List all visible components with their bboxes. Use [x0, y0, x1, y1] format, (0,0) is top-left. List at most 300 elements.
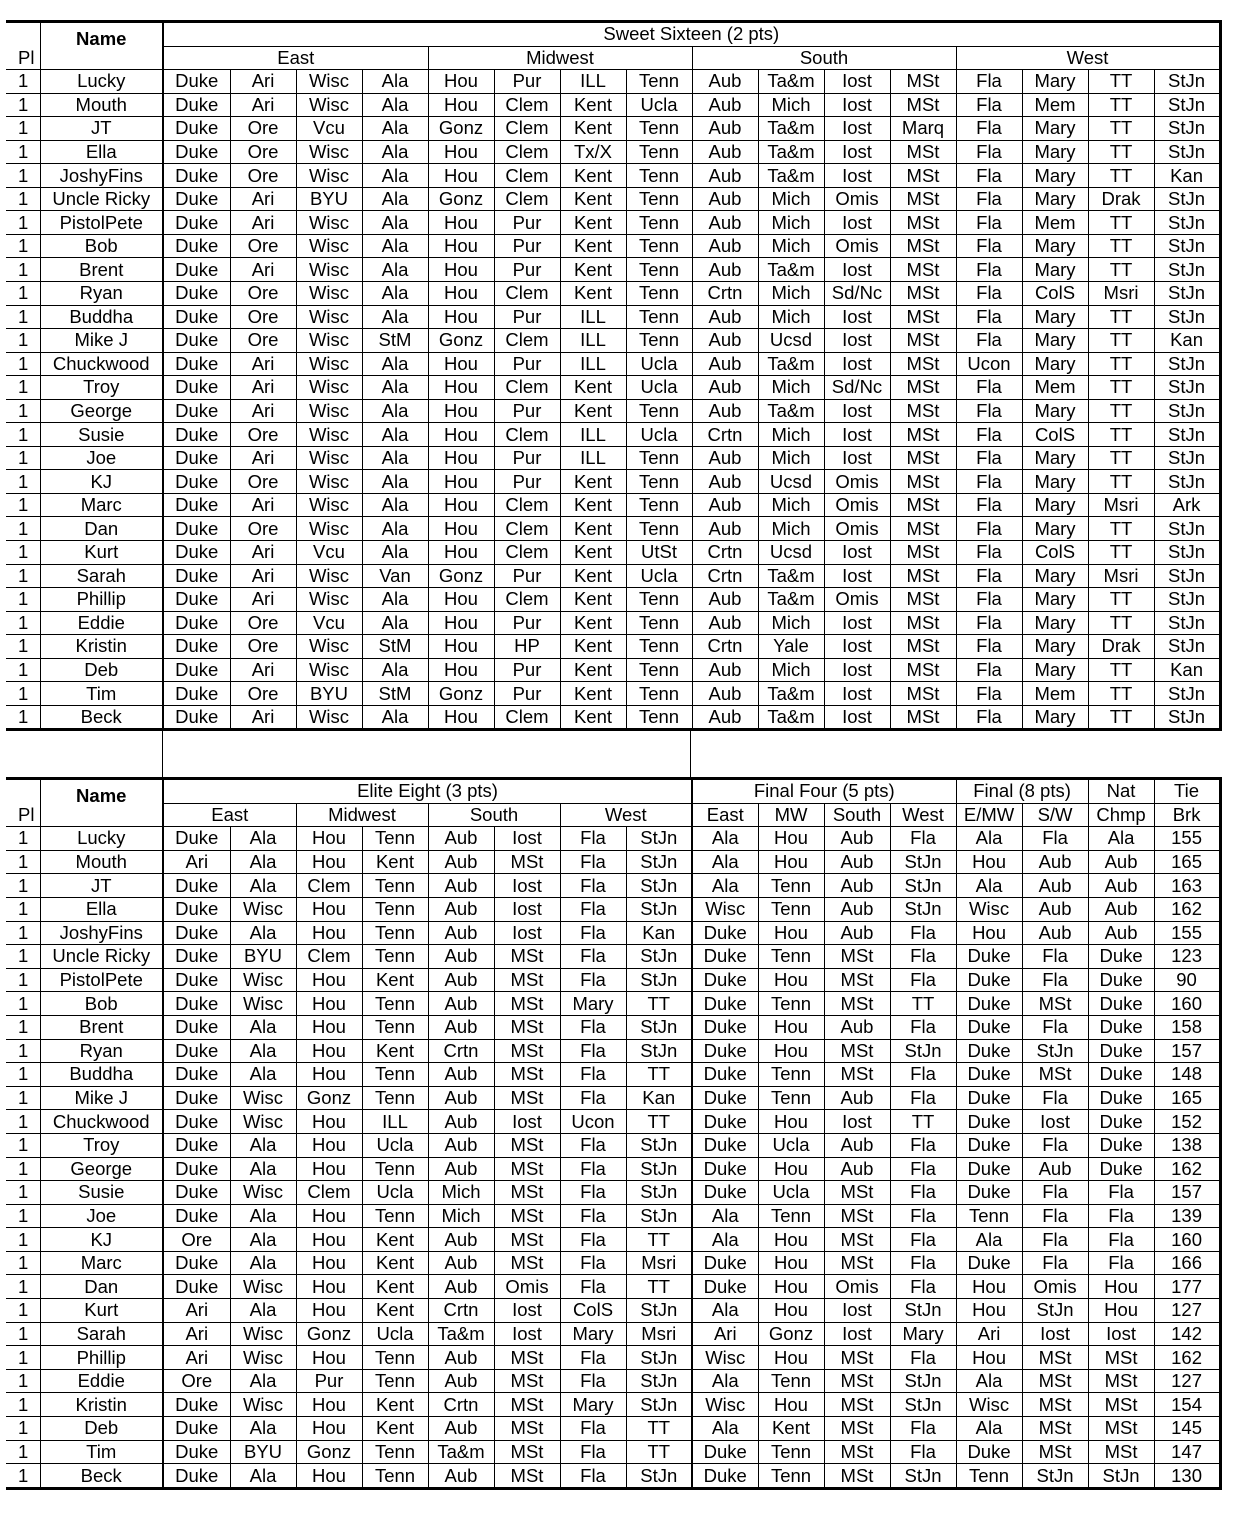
pick-cell: Duke	[163, 164, 230, 188]
pick-cell: Gonz	[428, 117, 494, 141]
pick-cell: HP	[494, 635, 560, 659]
pick-cell: TT	[1088, 376, 1154, 400]
pick-cell: Duke	[163, 211, 230, 235]
place-cell: 1	[6, 352, 40, 376]
pick-cell: Hou	[758, 1015, 824, 1039]
pick-cell: Mary	[1022, 446, 1088, 470]
pick-cell: Kent	[560, 258, 626, 282]
pick-cell: Hou	[296, 1417, 362, 1441]
pick-cell: Aub	[824, 827, 890, 851]
pick-cell: Wisc	[692, 1393, 758, 1417]
pick-cell: TT	[1088, 352, 1154, 376]
pick-cell: Kent	[560, 493, 626, 517]
pick-cell: StJn	[1088, 1464, 1154, 1489]
table-row	[6, 1204, 1220, 1228]
pick-cell: Duke	[163, 874, 230, 898]
pick-cell: Ta&m	[758, 117, 824, 141]
pick-cell: Ala	[362, 211, 428, 235]
pick-cell: Mich	[758, 305, 824, 329]
pick-cell: Kan	[626, 1086, 692, 1110]
pick-cell: StJn	[1154, 70, 1220, 94]
pick-cell: Ucsd	[758, 329, 824, 353]
pick-cell: StJn	[626, 1346, 692, 1370]
pick-cell: MSt	[890, 470, 956, 494]
pick-cell: ILL	[560, 423, 626, 447]
pick-cell: Iost	[824, 564, 890, 588]
pick-cell: ColS	[1022, 541, 1088, 565]
pick-cell: Fla	[560, 1181, 626, 1205]
pick-cell: MSt	[824, 1417, 890, 1441]
pick-cell: Aub	[692, 352, 758, 376]
pick-cell: Mary	[1022, 564, 1088, 588]
pick-cell: Wisc	[296, 282, 362, 306]
place-cell: 1	[6, 1086, 40, 1110]
pick-cell: StJn	[890, 897, 956, 921]
pick-cell: Pur	[494, 70, 560, 94]
pick-cell: MSt	[890, 258, 956, 282]
pick-cell: Kent	[560, 635, 626, 659]
pick-cell: Hou	[296, 897, 362, 921]
player-name-cell: Tim	[40, 1440, 163, 1464]
place-cell: 1	[6, 921, 40, 945]
pick-cell: Kent	[758, 1417, 824, 1441]
pick-cell: MSt	[890, 70, 956, 94]
pick-cell: Tenn	[626, 187, 692, 211]
pick-cell: Mich	[758, 517, 824, 541]
pick-cell: Aub	[1022, 1157, 1088, 1181]
place-cell: 1	[6, 705, 40, 730]
pick-cell: StJn	[1154, 140, 1220, 164]
pick-cell: Aub	[824, 874, 890, 898]
pick-cell: Aub	[692, 705, 758, 730]
player-name-cell: KJ	[40, 470, 163, 494]
table-row	[6, 658, 1220, 682]
pick-cell: Fla	[1022, 968, 1088, 992]
pick-cell: Hou	[296, 992, 362, 1016]
pick-cell: TT	[1088, 70, 1154, 94]
pick-cell: ILL	[362, 1110, 428, 1134]
pick-cell: Kent	[560, 682, 626, 706]
pick-cell: Hou	[758, 921, 824, 945]
pick-cell: Kent	[560, 541, 626, 565]
pick-cell: MSt	[494, 1039, 560, 1063]
pick-cell: Ari	[230, 493, 296, 517]
pick-cell: Tenn	[626, 164, 692, 188]
pick-cell: Aub	[428, 1063, 494, 1087]
pick-cell: Clem	[296, 945, 362, 969]
pick-cell: Ucon	[560, 1110, 626, 1134]
pick-cell: MSt	[494, 1157, 560, 1181]
pick-cell: Kent	[560, 399, 626, 423]
player-name-cell: Ryan	[40, 282, 163, 306]
pick-cell: Tenn	[758, 1440, 824, 1464]
pick-cell: Ala	[956, 1369, 1022, 1393]
pick-cell: MSt	[1022, 1393, 1088, 1417]
elite-west-header: West	[560, 803, 692, 827]
pick-cell: Fla	[560, 945, 626, 969]
place-cell: 1	[6, 682, 40, 706]
player-name-cell: Phillip	[40, 588, 163, 612]
pick-cell: Omis	[824, 234, 890, 258]
pick-cell: Wisc	[296, 517, 362, 541]
pick-cell: StJn	[1154, 117, 1220, 141]
pick-cell: Ala	[362, 352, 428, 376]
pick-cell: Wisc	[296, 258, 362, 282]
pick-cell: Hou	[428, 446, 494, 470]
pick-cell: Duke	[692, 1110, 758, 1134]
pick-cell: Mich	[428, 1204, 494, 1228]
table-row	[6, 705, 1220, 730]
pick-cell: MSt	[494, 1464, 560, 1489]
player-name-cell: Troy	[40, 1133, 163, 1157]
pick-cell: Duke	[163, 1015, 230, 1039]
pick-cell: Mich	[758, 282, 824, 306]
table-row	[6, 897, 1220, 921]
pick-cell: 165	[1154, 850, 1220, 874]
pick-cell: ILL	[560, 305, 626, 329]
pick-cell: Ucsd	[758, 470, 824, 494]
pick-cell: Hou	[296, 968, 362, 992]
pick-cell: MSt	[890, 399, 956, 423]
pl-header: Pl	[6, 46, 40, 70]
table-row	[6, 376, 1220, 400]
pick-cell: Aub	[1022, 874, 1088, 898]
pick-cell: Fla	[560, 1346, 626, 1370]
pick-cell: Duke	[1088, 1110, 1154, 1134]
pick-cell: Wisc	[296, 234, 362, 258]
pick-cell: Aub	[428, 1369, 494, 1393]
pick-cell: 123	[1154, 945, 1220, 969]
pick-cell: Hou	[956, 850, 1022, 874]
pick-cell: Duke	[1088, 992, 1154, 1016]
pick-cell: Aub	[1088, 897, 1154, 921]
pick-cell: Tenn	[626, 329, 692, 353]
pick-cell: Kan	[1154, 164, 1220, 188]
final-four-title: Final Four (5 pts)	[692, 779, 956, 804]
pick-cell: Crtn	[428, 1393, 494, 1417]
pick-cell: Aub	[692, 517, 758, 541]
pick-cell: Ala	[362, 117, 428, 141]
pick-cell: Mich	[758, 446, 824, 470]
pick-cell: Gonz	[428, 329, 494, 353]
pick-cell: StJn	[890, 1393, 956, 1417]
pick-cell: Ari	[163, 1299, 230, 1323]
pick-cell: Hou	[428, 541, 494, 565]
pick-cell: Clem	[494, 517, 560, 541]
pick-cell: Mary	[890, 1322, 956, 1346]
pick-cell: Duke	[163, 705, 230, 730]
pick-cell: StM	[362, 329, 428, 353]
pick-cell: StJn	[1154, 305, 1220, 329]
nat-champ-header-top: Nat	[1088, 779, 1154, 804]
pick-cell: StJn	[626, 1299, 692, 1323]
player-name-cell: Ella	[40, 897, 163, 921]
pick-cell: Kent	[560, 658, 626, 682]
pick-cell: Ucon	[956, 352, 1022, 376]
pick-cell: MSt	[1088, 1346, 1154, 1370]
pick-cell: MSt	[824, 1063, 890, 1087]
pick-cell: Ucla	[362, 1133, 428, 1157]
pick-cell: Ta&m	[758, 140, 824, 164]
pick-cell: TT	[1088, 164, 1154, 188]
pick-cell: Duke	[163, 635, 230, 659]
pick-cell: Duke	[692, 1039, 758, 1063]
pick-cell: Ala	[362, 93, 428, 117]
pick-cell: Iost	[824, 705, 890, 730]
pick-cell: Fla	[560, 1157, 626, 1181]
player-name-cell: JT	[40, 117, 163, 141]
pick-cell: TT	[1088, 446, 1154, 470]
place-cell: 1	[6, 588, 40, 612]
pick-cell: Tenn	[362, 1086, 428, 1110]
pick-cell: Duke	[956, 1133, 1022, 1157]
pick-cell: Hou	[296, 1251, 362, 1275]
place-cell: 1	[6, 517, 40, 541]
pick-cell: Fla	[956, 541, 1022, 565]
pick-cell: Ore	[163, 1369, 230, 1393]
pick-cell: MSt	[494, 1204, 560, 1228]
pick-cell: Fla	[1088, 1251, 1154, 1275]
pick-cell: Iost	[494, 827, 560, 851]
pick-cell: Omis	[824, 493, 890, 517]
pick-cell: 130	[1154, 1464, 1220, 1489]
pick-cell: StJn	[626, 897, 692, 921]
pick-cell: Omis	[824, 588, 890, 612]
pick-cell: Fla	[956, 376, 1022, 400]
player-name-cell: Tim	[40, 682, 163, 706]
pick-cell: Ore	[230, 635, 296, 659]
pick-cell: Wisc	[692, 897, 758, 921]
table-row	[6, 187, 1220, 211]
pick-cell: ColS	[1022, 282, 1088, 306]
pick-cell: Gonz	[296, 1086, 362, 1110]
place-cell: 1	[6, 1299, 40, 1323]
pick-cell: MSt	[494, 850, 560, 874]
pick-cell: StJn	[626, 1393, 692, 1417]
name-header-2: Name	[40, 779, 163, 827]
pick-cell: 162	[1154, 1346, 1220, 1370]
player-name-cell: Deb	[40, 1417, 163, 1441]
player-name-cell: Kristin	[40, 635, 163, 659]
pick-cell: MSt	[1022, 1346, 1088, 1370]
pick-cell: Aub	[824, 1086, 890, 1110]
region-south-header: South	[692, 46, 956, 70]
pick-cell: TT	[1088, 541, 1154, 565]
pick-cell: Hou	[758, 850, 824, 874]
pick-cell: Wisc	[296, 164, 362, 188]
pick-cell: Fla	[956, 117, 1022, 141]
pick-cell: Fla	[560, 1015, 626, 1039]
pick-cell: StJn	[626, 827, 692, 851]
pick-cell: TT	[1088, 329, 1154, 353]
pick-cell: Pur	[494, 658, 560, 682]
pick-cell: Hou	[296, 1464, 362, 1489]
place-cell: 1	[6, 399, 40, 423]
pick-cell: Duke	[692, 1086, 758, 1110]
pick-cell: Wisc	[230, 1275, 296, 1299]
pick-cell: Hou	[428, 234, 494, 258]
pick-cell: Mary	[1022, 470, 1088, 494]
pick-cell: Ore	[230, 611, 296, 635]
pick-cell: TT	[626, 1275, 692, 1299]
place-cell: 1	[6, 611, 40, 635]
pick-cell: Ari	[692, 1322, 758, 1346]
pick-cell: Yale	[758, 635, 824, 659]
player-name-cell: Buddha	[40, 305, 163, 329]
place-cell: 1	[6, 329, 40, 353]
pick-cell: MSt	[494, 1228, 560, 1252]
pick-cell: Duke	[163, 117, 230, 141]
pick-cell: Hou	[428, 93, 494, 117]
pick-cell: MSt	[494, 1393, 560, 1417]
place-cell: 1	[6, 1063, 40, 1087]
pick-cell: MSt	[890, 329, 956, 353]
table-row	[6, 874, 1220, 898]
pick-cell: StJn	[1154, 399, 1220, 423]
pick-cell: TT	[626, 1063, 692, 1087]
pick-cell: MSt	[890, 282, 956, 306]
player-name-cell: Ella	[40, 140, 163, 164]
pick-cell: Ta&m	[758, 682, 824, 706]
elite-south-header: South	[428, 803, 560, 827]
pick-cell: Fla	[890, 1204, 956, 1228]
pick-cell: Duke	[163, 70, 230, 94]
pick-cell: Hou	[758, 1157, 824, 1181]
player-name-cell: Mouth	[40, 93, 163, 117]
pick-cell: Ala	[362, 493, 428, 517]
player-name-cell: George	[40, 399, 163, 423]
pick-cell: Duke	[163, 187, 230, 211]
table-row	[6, 1299, 1220, 1323]
elite-midwest-header: Midwest	[296, 803, 428, 827]
pick-cell: Hou	[428, 470, 494, 494]
place-cell: 1	[6, 211, 40, 235]
table-row	[6, 1464, 1220, 1489]
pick-cell: Ta&m	[758, 705, 824, 730]
pick-cell: 160	[1154, 1228, 1220, 1252]
pick-cell: Duke	[163, 140, 230, 164]
player-name-cell: JoshyFins	[40, 921, 163, 945]
place-cell: 1	[6, 992, 40, 1016]
pick-cell: Wisc	[296, 93, 362, 117]
pick-cell: TT	[626, 1228, 692, 1252]
pick-cell: Mich	[758, 93, 824, 117]
pick-cell: Iost	[494, 1110, 560, 1134]
pick-cell: Ore	[230, 140, 296, 164]
pick-cell: Omis	[824, 1275, 890, 1299]
pick-cell: Ore	[230, 329, 296, 353]
pick-cell: Aub	[428, 1417, 494, 1441]
place-cell: 1	[6, 1322, 40, 1346]
pick-cell: Mem	[1022, 682, 1088, 706]
pick-cell: Duke	[163, 1181, 230, 1205]
pick-cell: ILL	[560, 446, 626, 470]
place-cell: 1	[6, 1275, 40, 1299]
pick-cell: Tenn	[758, 1204, 824, 1228]
pick-cell: Tenn	[362, 827, 428, 851]
pick-cell: Kent	[560, 588, 626, 612]
pick-cell: Duke	[956, 1440, 1022, 1464]
pick-cell: Aub	[692, 117, 758, 141]
pick-cell: Fla	[1088, 1204, 1154, 1228]
pick-cell: Ore	[230, 517, 296, 541]
pick-cell: Tenn	[626, 517, 692, 541]
pick-cell: Mary	[1022, 70, 1088, 94]
pick-cell: Mary	[1022, 305, 1088, 329]
pick-cell: Hou	[758, 827, 824, 851]
place-cell: 1	[6, 564, 40, 588]
pick-cell: Tenn	[362, 1015, 428, 1039]
pick-cell: Ari	[163, 1322, 230, 1346]
pick-cell: MSt	[1088, 1393, 1154, 1417]
region-midwest-header: Midwest	[428, 46, 692, 70]
pick-cell: Ucla	[362, 1181, 428, 1205]
pick-cell: Mich	[758, 234, 824, 258]
pick-cell: Aub	[428, 992, 494, 1016]
pick-cell: Clem	[494, 140, 560, 164]
pick-cell: Fla	[560, 897, 626, 921]
pick-cell: StJn	[890, 850, 956, 874]
pick-cell: Aub	[428, 945, 494, 969]
pick-cell: Pur	[494, 211, 560, 235]
pick-cell: Ala	[230, 874, 296, 898]
player-name-cell: Joe	[40, 1204, 163, 1228]
pick-cell: Duke	[956, 1015, 1022, 1039]
pick-cell: Pur	[494, 352, 560, 376]
pick-cell: MSt	[494, 1181, 560, 1205]
pick-cell: Ore	[230, 305, 296, 329]
pick-cell: Ucla	[626, 423, 692, 447]
pick-cell: Duke	[163, 1110, 230, 1134]
pick-cell: Hou	[1088, 1275, 1154, 1299]
pick-cell: Duke	[163, 352, 230, 376]
pick-cell: Fla	[1022, 945, 1088, 969]
pick-cell: Ala	[1088, 827, 1154, 851]
pick-cell: MSt	[494, 968, 560, 992]
pick-cell: Ala	[362, 140, 428, 164]
pick-cell: Aub	[428, 1251, 494, 1275]
pick-cell: Wisc	[296, 211, 362, 235]
pick-cell: Omis	[494, 1275, 560, 1299]
pick-cell: Hou	[296, 1110, 362, 1134]
pick-cell: MSt	[890, 446, 956, 470]
pick-cell: MSt	[1022, 1369, 1088, 1393]
player-name-cell: Deb	[40, 658, 163, 682]
pick-cell: MSt	[890, 211, 956, 235]
pick-cell: Duke	[163, 1133, 230, 1157]
table-row	[6, 564, 1220, 588]
pick-cell: StJn	[626, 1039, 692, 1063]
pick-cell: Ala	[692, 827, 758, 851]
table-row	[6, 1440, 1220, 1464]
pick-cell: MSt	[1022, 1440, 1088, 1464]
pick-cell: Tenn	[626, 635, 692, 659]
pick-cell: Kent	[362, 1039, 428, 1063]
pick-cell: Fla	[956, 211, 1022, 235]
pick-cell: Hou	[956, 1346, 1022, 1370]
pick-cell: Pur	[296, 1369, 362, 1393]
pick-cell: Hou	[758, 1110, 824, 1134]
pick-cell: TT	[1088, 423, 1154, 447]
pick-cell: MSt	[1022, 1417, 1088, 1441]
pick-cell: Tenn	[626, 588, 692, 612]
pick-cell: MSt	[890, 305, 956, 329]
table-row	[6, 588, 1220, 612]
pick-cell: Clem	[494, 117, 560, 141]
pick-cell: Fla	[1022, 1015, 1088, 1039]
pick-cell: Mary	[1022, 635, 1088, 659]
pick-cell: MSt	[890, 234, 956, 258]
